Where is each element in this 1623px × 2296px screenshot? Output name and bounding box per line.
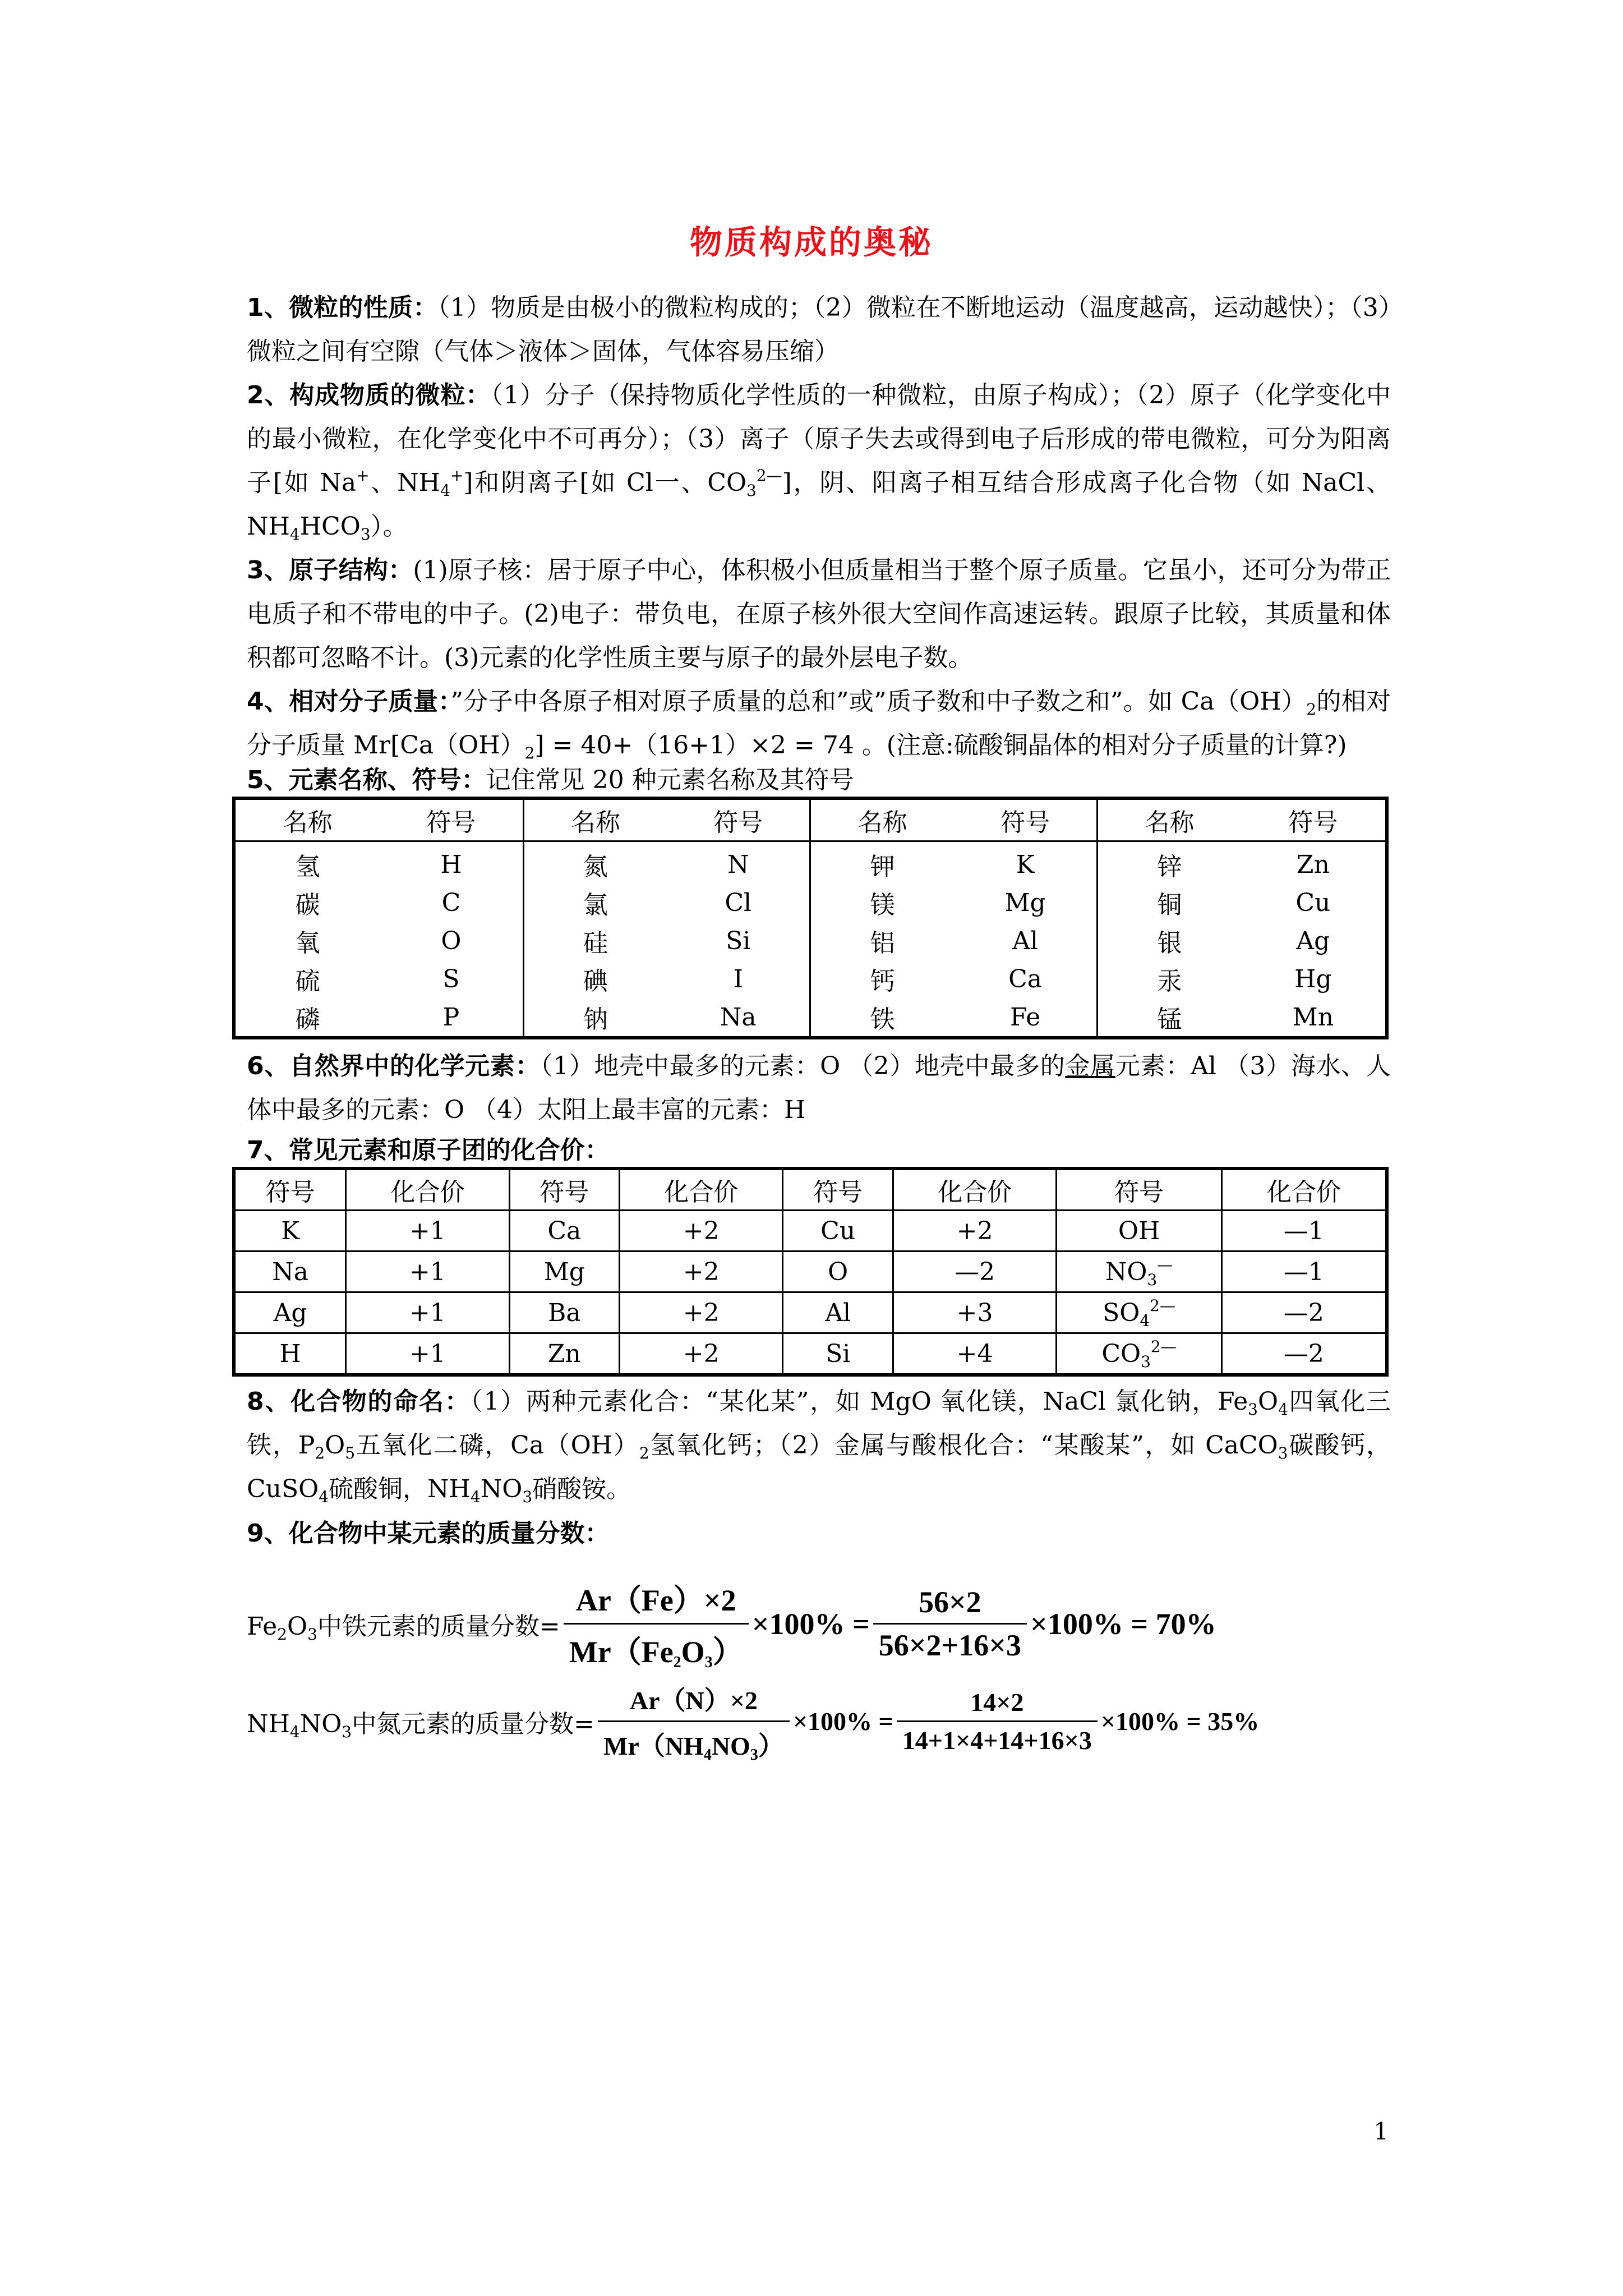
section-4-heading: 4、相对分子质量： xyxy=(247,687,451,716)
table-row: Ag +1 Ba +2 Al +3 $SO_4^{2—}$ —2 xyxy=(234,1292,1387,1333)
section-3-text: (1)原子核：居于原子中心，体积极小但质量相当于整个原子质量。它虽小，还可分为带正电质子和不带电的中子。(2)电子：带负电，在原子核外很大空间作高速运转。跟原子比较，其质量和体积都可忽略不计。(3)元素的化学性质主要与原子的最外层电子数。 xyxy=(247,556,1391,672)
section-1-text: （1）物质是由极小的微粒构成的；（2）微粒在不断地运动（温度越高，运动越快）；（3）微粒之间有空隙（气体＞液体＞固体，气体容易压缩） xyxy=(247,293,1391,366)
section-5 xyxy=(247,758,1391,802)
section-3-heading: 3、原子结构： xyxy=(247,556,413,585)
table-row: Na +1 Mg +2 O —2 $NO_3^—$ —1 xyxy=(234,1251,1387,1292)
section-1-heading: 1、微粒的性质： xyxy=(247,293,438,322)
section-4: 4、相对分子质量：”分子中各原子相对原子质量的总和”或”质子数和中子数之和”。如 $Ca(OH)_2$的相对分子质量 $Mr[Ca(OH)_2] = 40+(16+1)\times 2 = 74$ 。(注意:硫酸铜晶体的相对分子质量的计算?) xyxy=(247,687,1391,762)
mass-fraction-formula-nitrogen: $NH_4NO_3$中氮元素的质量分数= $\frac{Ar(N)\times 2}{Mr(NH_4NO_3)}$ ×100% = $\frac{14\times 2}{14+1\times 4+14+16\times 3}$ ×100% = 35% xyxy=(247,1680,1259,1763)
valence-table xyxy=(232,1167,1389,1377)
section-7 xyxy=(247,1129,1391,1172)
section-9 xyxy=(247,1512,1391,1556)
section-7-heading: 7、常见元素和原子团的化合价： xyxy=(247,1136,610,1165)
fraction: $\frac{56\times 2}{56\times 2+16\times 3}$ xyxy=(873,1585,1027,1663)
page-title: 物质构成的奥秘 xyxy=(689,223,933,261)
section-6: 6、自然界中的化学元素：（1）地壳中最多的元素：O （2）地壳中最多的金属元素：Al （3）海水、人体中最多的元素：O （4）太阳上最丰富的元素：H xyxy=(247,1052,1391,1124)
table-row: 碳 C 氯 Cl 镁 Mg 铜 Cu xyxy=(234,884,1387,922)
fraction: $\frac{14\times 2}{14+1\times 4+14+16\times 3}$ xyxy=(897,1687,1098,1755)
table-row: K +1 Ca +2 Cu +2 OH —1 xyxy=(234,1211,1387,1251)
table-row: 氧 O 硅 Si 铝 Al 银 Ag xyxy=(234,922,1387,960)
elements-table xyxy=(232,797,1389,1039)
mass-fraction-formula-iron: $Fe_2O_3$中铁元素的质量分数= $\frac{Ar(Fe)\times 2}{Mr(Fe_2O_3)}$ ×100% = $\frac{56\times 2}{56\times 2+16\times 3}$ ×100% = 70% xyxy=(247,1576,1216,1671)
elements-table-header: 名称 符号 名称 符号 名称 符号 名称 符号 xyxy=(234,798,1387,841)
section-3 xyxy=(247,549,1391,680)
table-row: 氢 H 氮 N 钾 K 锌 Zn xyxy=(234,841,1387,884)
section-2: 2、构成物质的微粒：（1）分子（保持物质化学性质的一种微粒，由原子构成）；（2）原子（化学变化中的最小微粒，在化学变化中不可再分）；（3）离子（原子失去或得到电子后形成的带电微粒，可分为阳离子[如 Na+、$NH_4^+$]和阴离子[如 Cl一、$CO_3^{2—}$]，阴、阳离子相互结合形成离子化合物（如 NaCl、$NH_4HCO_3$）。 xyxy=(247,381,1391,544)
section-9-heading: 9、化合物中某元素的质量分数： xyxy=(247,1519,610,1548)
page-number: 1 xyxy=(1373,2118,1389,2145)
section-2-heading: 2、构成物质的微粒： xyxy=(247,381,491,409)
section-8-heading: 8、化合物的命名： xyxy=(247,1387,471,1416)
table-row: 硫 S 碘 I 钙 Ca 汞 Hg xyxy=(234,960,1387,998)
section-5-heading: 5、元素名称、符号： xyxy=(247,766,486,794)
table-row: 磷 P 钠 Na 铁 Fe 锰 Mn xyxy=(234,998,1387,1038)
valence-table-header: 符号 化合价 符号 化合价 符号 化合价 符号 化合价 xyxy=(234,1168,1387,1211)
section-8: 8、化合物的命名：（1）两种元素化合：“某化某”，如 MgO 氧化镁，NaCl 氯化钠，$Fe_3O_4$四氧化三铁，$P_2O_5$五氧化二磷，$Ca(OH)_2$氢氧化钙；（2）金属与酸根化合：“某酸某”，如 CaCO$_3$碳酸钙，CuSO$_4$硫酸铜，$NH_4NO_3$硝酸铵。 xyxy=(247,1387,1391,1506)
fraction: $\frac{Ar(N)\times 2}{Mr(NH_4NO_3)}$ xyxy=(598,1680,790,1763)
table-row: H +1 Zn +2 Si +4 $CO_3^{2—}$ —2 xyxy=(234,1333,1387,1375)
section-6-heading: 6、自然界中的化学元素： xyxy=(247,1052,541,1080)
section-5-text: 记住常见 20 种元素名称及其符号 xyxy=(486,766,854,794)
fraction: $\frac{Ar(Fe)\times 2}{Mr(Fe_2O_3)}$ xyxy=(564,1576,749,1671)
section-1 xyxy=(247,286,1391,374)
